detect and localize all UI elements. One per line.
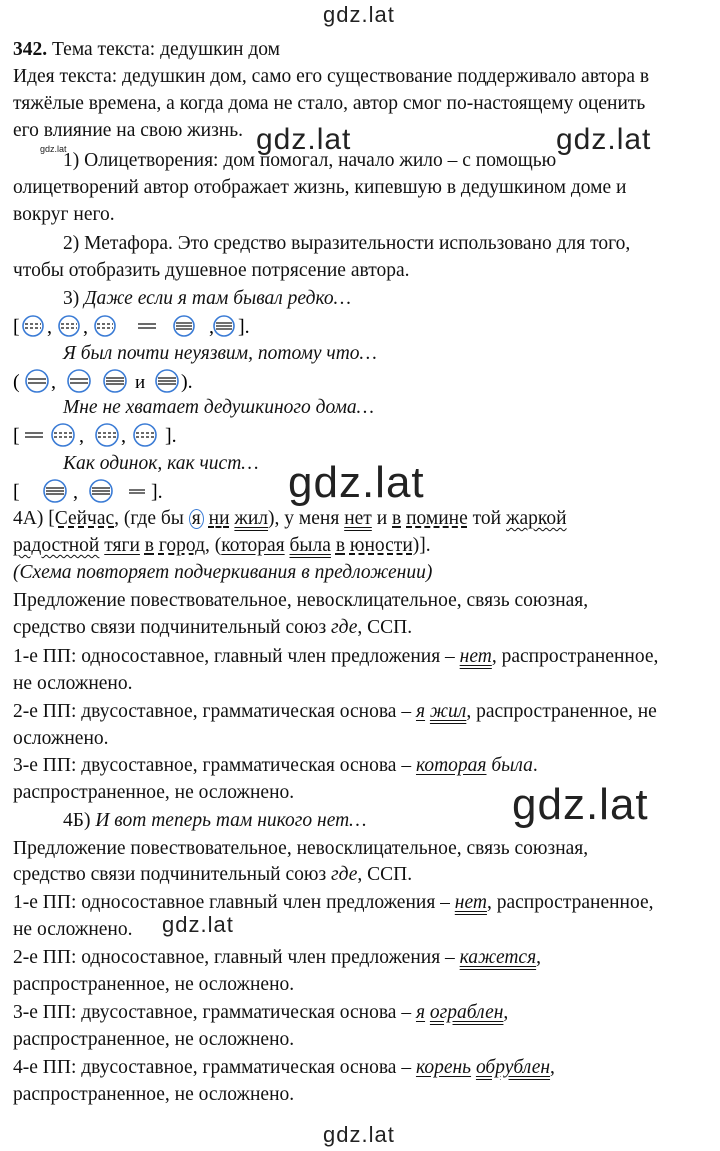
b-pp1-line-2: не осложнено. [13,919,133,940]
svg-text:(: ( [13,371,20,393]
watermark-top: gdz.lat [323,2,395,27]
point-3-sentence-2 [63,341,714,367]
watermark-mid-right: gdz.lat [556,123,652,156]
p4a-line-2 [13,533,714,559]
svg-text:[: [ [13,481,20,503]
schema-2-and: и [135,372,146,393]
a-desc-2-conj: где [331,617,358,638]
svg-text:,: , [79,425,84,447]
b-pp1-word: нет [454,892,487,913]
b-pp2-word: кажется [459,947,537,968]
a-pp2-post: , распространенное, не [466,701,657,722]
svg-text:).: ). [181,371,193,393]
b-pp3-predicate: ограблен [429,1002,504,1023]
a-pp2-line-2: осложнено. [13,728,109,749]
a-pp3-post: . [532,755,538,776]
b-desc-2-pre: средство связи подчинительный союз [13,864,332,885]
svg-text:,: , [121,425,126,447]
point-1-line-2: олицетворений автор отображает жизнь, кипевшую в дедушкином доме и [13,177,627,198]
svg-text:,: , [83,316,88,338]
point-1-line-1: 1) Олицетворения: дом помогал, начало жило – с помощью [63,150,557,171]
p4a-word-v: в [392,508,402,529]
a-pp2-predicate: жил [429,701,467,722]
task-topic: Тема текста: дедушкин дом [47,39,280,60]
p4a-word-tyagi: тяги [104,535,140,556]
a-pp1-word: нет [459,646,492,667]
b-desc-2-conj: где [331,864,358,885]
a-desc-2-post: , ССП. [357,617,413,638]
b-pp2-line-2: распространенное, не осложнено. [13,974,295,995]
schema-1-drawing [13,312,273,340]
p4a-text-2: ), у меня [268,508,345,529]
schema-3-drawing [13,421,213,449]
p4a-text-6: )]. [412,535,431,556]
b-pp3-pre: 3-е ПП: двусоставное, грамматическая основа – [13,1002,416,1023]
point-3-sentence-3-text: Мне не хватает дедушкиного дома… [63,397,375,418]
p4a-word-radostnoy: радостной [13,535,100,556]
watermark-big-right: gdz.lat [512,780,649,829]
b-pp4-post: , [550,1057,555,1078]
idea-line-3: его влияние на свою жизнь. [13,120,243,141]
b-desc-1: Предложение повествовательное, невосклицательное, связь союзная, [13,838,589,859]
p4a-text-4: той [467,508,506,529]
p4a-label: 4А) [13,508,49,529]
b-pp1-post: , распространенное, [486,892,654,913]
svg-text:,: , [51,371,56,393]
point-3-sentence-2-text: Я был почти неуязвим, потому что… [63,343,377,364]
a-pp1-line-1 [13,644,714,670]
svg-text:].: ]. [165,425,177,447]
task-number: 342. [13,39,48,60]
p4a-word-byla: была [289,535,331,556]
schema-2-drawing [13,367,213,395]
a-pp3-line-1 [13,753,714,779]
a-pp3-line-2: распространенное, не осложнено. [13,782,295,803]
p4a-word-now: [Сейчас [48,508,115,529]
a-desc-2-pre: средство связи подчинительный союз [13,617,332,638]
watermark-small-left: gdz.lat [162,912,234,937]
a-desc-1: Предложение повествовательное, невосклицательное, связь союзная, [13,590,589,611]
point-3-sentence-4 [63,451,714,477]
watermark-mid-left: gdz.lat [256,123,352,156]
task-header [13,37,714,63]
p4a-note-text: (Схема повторяет подчеркивания в предложении) [13,562,433,583]
p4a-word-net: нет [344,508,372,529]
p4b-label: 4Б) [63,810,96,831]
point-3-sentence-1-text: Даже если я там бывал редко… [84,288,351,309]
b-pp2-post: , [536,947,542,968]
p4a-word-zharkoy: жаркой [505,508,567,529]
p4a-word-zhil: жил [234,508,269,529]
a-pp2-subject: я [415,701,426,722]
idea-line-2: тяжёлые времена, а когда дома не стало, автор смог по-настоящему оценить [13,93,646,114]
point-3-sentence-4-text: Как одинок, как чист… [63,453,259,474]
watermark-tiny: gdz.lat [40,144,67,154]
b-pp3-line-1 [13,1000,714,1026]
a-pp3-predicate: была [486,755,533,776]
svg-text:,: , [209,316,214,338]
p4a-word-gorod: город [158,535,206,556]
schema-3 [13,421,213,447]
b-pp2-line-1 [13,945,714,971]
p4a-text-3: и [371,508,392,529]
p4a-text: , (где бы [114,508,189,529]
svg-text:[: [ [13,425,20,447]
point-2-line-1: 2) Метафора. Это средство выразительности использовано для того, [63,233,631,254]
schema-4 [13,477,183,503]
schema-4-drawing [13,477,183,505]
a-pp3-pre: 3-е ПП: двусоставное, грамматическая основа – [13,755,416,776]
b-pp1-pre: 1-е ПП: односоставное главный член предложения – [13,892,455,913]
a-pp1-line-2: не осложнено. [13,673,133,694]
svg-text:,: , [47,316,52,338]
svg-text:[: [ [13,316,20,338]
b-pp4-pre: 4-е ПП: двусоставное, грамматическая основа – [13,1057,416,1078]
watermark-big-center: gdz.lat [288,458,425,507]
schema-1 [13,312,273,338]
point-3-sentence-3 [63,395,714,421]
b-pp4-line-1 [13,1055,714,1081]
point-2-line-2: чтобы отобразить душевное потрясение автора. [13,260,410,281]
watermark-bottom: gdz.lat [323,1122,395,1147]
b-desc-2-post: , ССП. [357,864,413,885]
b-pp4-subject: корень [415,1057,472,1078]
schema-2 [13,367,213,393]
a-pp2-line-1 [13,699,714,725]
b-pp4-line-2: распространенное, не осложнено. [13,1084,295,1105]
b-pp3-post: , [503,1002,509,1023]
p4a-word-v2: в [144,535,155,556]
p4a-word-v3: в [335,535,346,556]
p4a-note [13,560,714,586]
p4a-word-ya: я [189,509,204,529]
b-pp4-predicate: обрублен [475,1057,551,1078]
p4a-line-1 [13,506,714,532]
a-pp3-subject: которая [415,755,487,776]
point-1-line-3: вокруг него. [13,204,115,225]
b-pp2-pre: 2-е ПП: односоставное, главный член предложения – [13,947,460,968]
b-pp3-subject: я [415,1002,426,1023]
p4a-word-ni: ни [208,508,230,529]
a-pp2-pre: 2-е ПП: двусоставное, грамматическая основа – [13,701,416,722]
b-pp3-line-2: распространенное, не осложнено. [13,1029,295,1050]
a-pp1-post: , распространенное, [491,646,659,667]
svg-text:].: ]. [238,316,250,338]
b-desc-2 [13,862,714,888]
point-3-number: 3) [63,288,85,309]
a-desc-2 [13,615,714,641]
svg-text:].: ]. [151,481,163,503]
p4a-word-pomine: помине [406,508,468,529]
b-pp1-line-1 [13,890,714,916]
p4a-word-kotoraya: которая [221,535,285,556]
a-pp1-pre: 1-е ПП: односоставное, главный член предложения – [13,646,460,667]
p4a-text-5: , ( [205,535,222,556]
p4a-word-yunosti: юности [349,535,413,556]
svg-text:,: , [73,481,78,503]
p4b-text: И вот теперь там никого нет… [95,810,367,831]
idea-line-1: Идея текста: дедушкин дом, само его существование поддерживало автора в [13,66,650,87]
p4b-line [63,808,714,834]
point-3-sentence-1 [63,286,714,312]
